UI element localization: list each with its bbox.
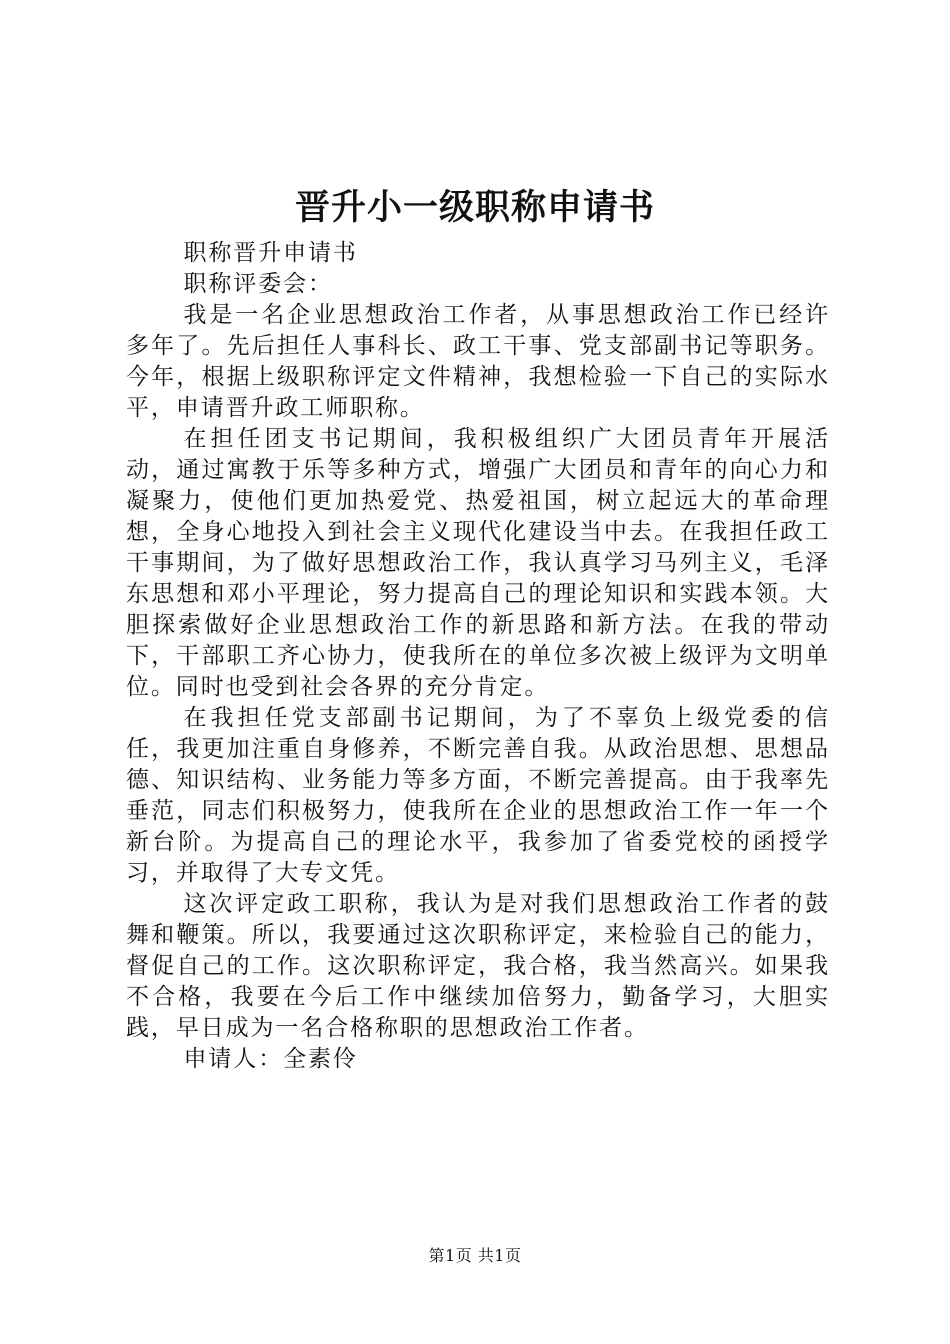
salutation: 职称评委会：: [183, 271, 333, 297]
paragraph-2: 在担任团支书记期间，我积极组织广大团员青年开展活动，通过寓教于乐等多种方式，增强广大团员和青年的向心力和凝聚力，使他们更加热爱党、热爱祖国，树立起远大的革命理想，全身心地投入到社会主义现代化建设当中去。在我担任政工干事期间，为了做好思想政治工作，我认真学习马列主义，毛泽东思想和邓小平理论，努力提高自己的理论知识和实践本领。大胆探索做好企业思想政治工作的新思路和新方法。在我的带动下，干部职工齐心协力，使我所在的单位多次被上级评为文明单位。同时也受到社会各界的充分肯定。: [126, 426, 830, 700]
document-title: 晋升小一级职称申请书: [294, 187, 655, 228]
page-footer: 第1页 共1页: [428, 1246, 522, 1265]
document-subtitle: 职称晋升申请书: [183, 240, 358, 266]
paragraph-4: 这次评定政工职称，我认为是对我们思想政治工作者的鼓舞和鞭策。所以，我要通过这次职称评定，来检验自己的能力，督促自己的工作。这次职称评定，我合格，我当然高兴。如果我不合格，我要在今后工作中继续加倍努力，勤备学习，大胆实践，早日成为一名合格称职的思想政治工作者。: [126, 891, 830, 1041]
signature: 申请人：全素伶: [183, 1046, 358, 1072]
paragraph-3: 在我担任党支部副书记期间，为了不辜负上级党委的信任，我更加注重自身修养，不断完善自我。从政治思想、思想品德、知识结构、业务能力等多方面，不断完善提高。由于我率先垂范，同志们积极努力，使我所在企业的思想政治工作一年一个新台阶。为提高自己的理论水平，我参加了省委党校的函授学习，并取得了大专文凭。: [126, 705, 830, 886]
paragraph-1: 我是一名企业思想政治工作者，从事思想政治工作已经许多年了。先后担任人事科长、政工干事、党支部副书记等职务。今年，根据上级职称评定文件精神，我想检验一下自己的实际水平，申请晋升政工师职称。: [126, 302, 830, 421]
document-body: [126, 238, 830, 1075]
